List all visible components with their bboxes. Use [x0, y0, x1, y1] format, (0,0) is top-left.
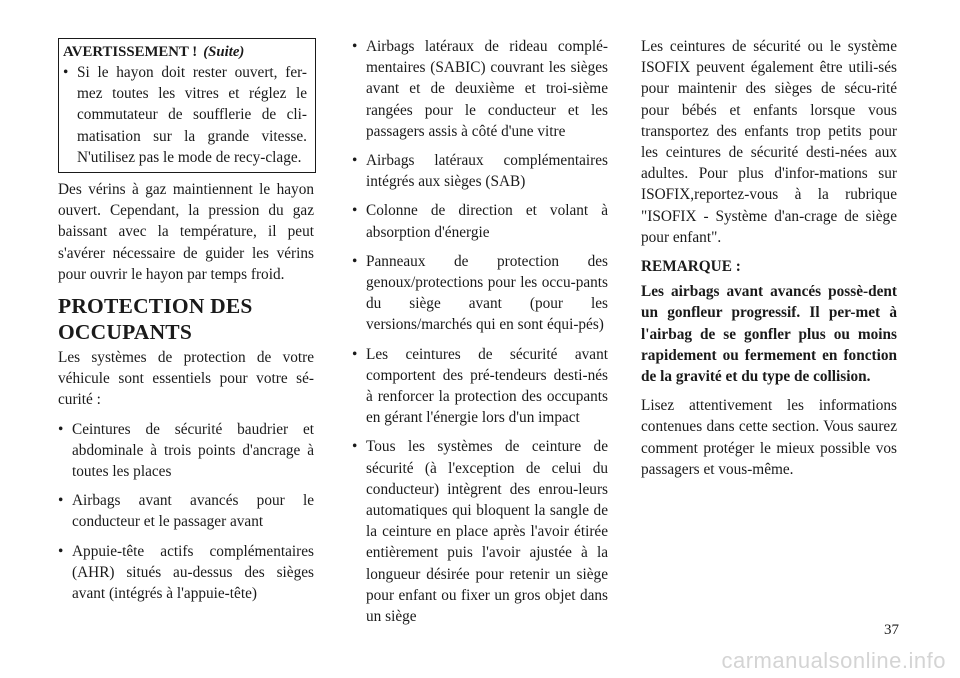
- list-item-text: • Airbags latéraux complémentaires intégrés aux sièges (SAB): [366, 152, 608, 191]
- list-item: [352, 251, 608, 336]
- restraint-list-middle: [352, 36, 608, 627]
- list-item: [58, 541, 314, 605]
- warning-box: [58, 38, 316, 173]
- list-item: [352, 344, 608, 429]
- list-item-text: • Les ceintures de sécurité avant comportent des pré-tendeurs desti-nés à renforcer la protection des occupants en gérant l'énergie lors d'un impact: [366, 345, 608, 427]
- section-title: PROTECTION DES OCCUPANTS: [58, 294, 253, 345]
- list-item-text: • Appuie-tête actifs complémentaires (AHR) situés au-dessus des sièges avant (intégrés à l'appuie-tête): [72, 542, 314, 603]
- section-intro: Les systèmes de protection de votre véhicule sont essentiels pour votre sé-curité :: [58, 349, 314, 409]
- warning-item: [63, 62, 307, 168]
- closing-paragraph: Lisez attentivement les informations contenues dans cette section. Vous saurez comment protéger le mieux possible vos passagers et vous-même.: [641, 397, 897, 478]
- remark-body: Les airbags avant avancés possè-dent un gonfleur progressif. Il per-met à l'airbag de se gonfler plus ou moins rapidement ou fermement en fonction de la gravité et du type de collision.: [641, 283, 897, 386]
- page-number: 37: [884, 622, 899, 638]
- list-item: [352, 36, 608, 142]
- list-item: [58, 419, 314, 483]
- list-item: [352, 200, 608, 242]
- list-item-text: • Ceintures de sécurité baudrier et abdominale à trois points d'ancrage à toutes les places: [72, 420, 314, 481]
- list-item-text: • Colonne de direction et volant à absorption d'énergie: [366, 202, 608, 241]
- column-middle: [352, 36, 608, 635]
- warning-title-text: AVERTISSEMENT !: [63, 44, 198, 60]
- list-item-text: • Panneaux de protection des genoux/protections pour les occu-pants du siège avant (pour les versions/marchés qui en sont équi-pés): [366, 252, 608, 334]
- list-item: [352, 150, 608, 192]
- column-left: [58, 38, 314, 612]
- tailgate-paragraph: Des vérins à gaz maintiennent le hayon ouvert. Cependant, la pression du gaz baissant avec la température, il peut s'avérer nécessaire de guider les vérins pour ouvrir le hayon par temps froid.: [58, 181, 314, 283]
- warning-title: [63, 42, 307, 62]
- list-item-text: • Airbags avant avancés pour le conducteur et le passager avant: [72, 492, 314, 531]
- warning-item-text: • Si le hayon doit rester ouvert, fer-mez toutes les vitres et réglez le commutateur de soufflerie de cli-matisation sur la grande vitesse. N'utilisez pas le mode de recy-clage.: [77, 64, 307, 166]
- restraint-list-left: [58, 419, 314, 605]
- list-item-text: • Airbags latéraux de rideau complé-mentaires (SABIC) couvrant les sièges avant et de deuxième et troi-sième rangées pour le conducteur et les passagers assis à côté d'une vitre: [366, 38, 608, 140]
- remark-label: REMARQUE :: [641, 258, 741, 276]
- watermark: carmanualsonline.info: [721, 648, 946, 673]
- warning-suite-label: (Suite): [203, 44, 245, 60]
- column-right: [641, 36, 897, 488]
- list-item: [58, 490, 314, 532]
- list-item-text: • Tous les systèmes de ceinture de sécurité (à l'exception de celui du conducteur) intègrent des enrou-leurs automatiques qui bloquent la sangle de la ceinture en place après l'avoir étirée entièrement puis l'avoir ajustée à la longueur désirée pour retenir un siège pour enfant ou fixer un gros objet dans un siège: [366, 438, 608, 626]
- warning-list: [63, 62, 307, 168]
- list-item: [352, 436, 608, 627]
- isofix-paragraph: Les ceintures de sécurité ou le système ISOFIX peuvent également être utili-sés pour maintenir des sièges de sécu-rité pour bébés et enfants lorsque vous transportez des enfants trop petits pour les ceintures de sécurité desti-nées aux adultes. Pour plus d'infor-mations sur ISOFIX,reportez-vous à la rubrique "ISOFIX - Système d'an-crage de siège pour enfant".: [641, 38, 897, 246]
